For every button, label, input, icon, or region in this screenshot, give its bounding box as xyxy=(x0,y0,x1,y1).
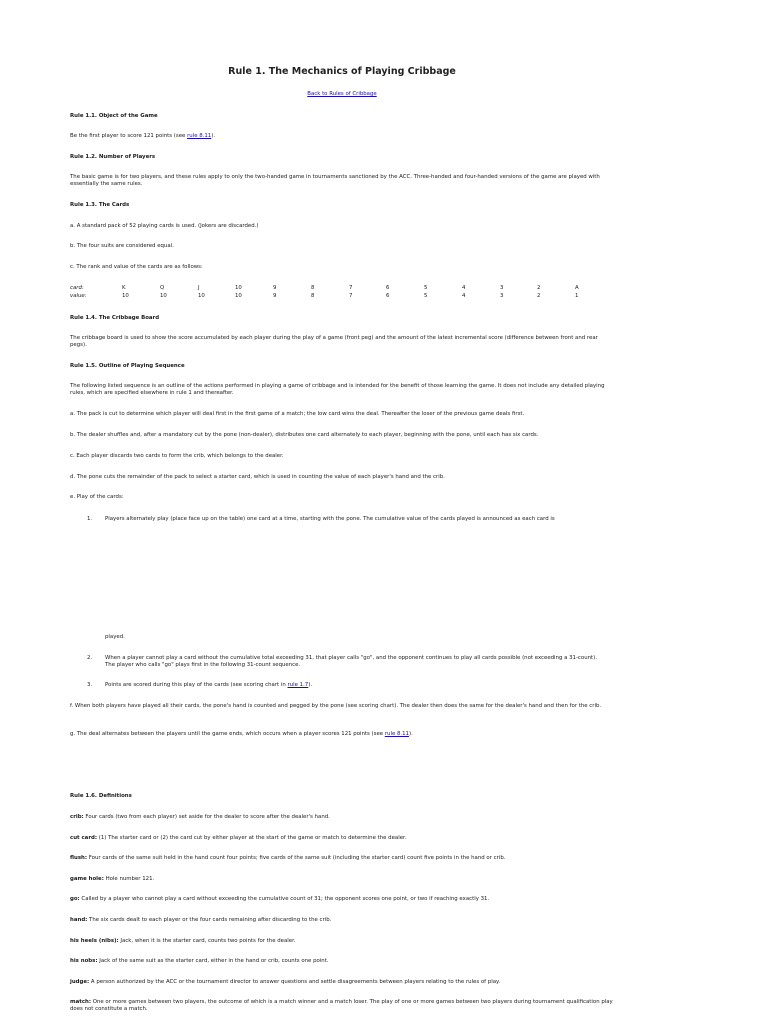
definition-term: match: xyxy=(70,999,92,1005)
object-text-end: ). xyxy=(211,133,216,139)
cards-item-c: c. The rank and value of the cards are as follows: xyxy=(70,264,203,270)
card-value: 2 xyxy=(537,293,541,299)
definition-term: game hole: xyxy=(70,876,104,882)
card-rank: 9 xyxy=(273,285,277,291)
heading-object-of-game: Rule 1.1. Object of the Game xyxy=(70,113,158,119)
play-step-1-number: 1. xyxy=(87,516,93,522)
definition-text: (1) The starter card or (2) the card cut by either player at the start of the game or match to determine the dealer. xyxy=(97,835,407,841)
play-step-3-end: ). xyxy=(308,682,313,688)
definition-his-nobs xyxy=(70,958,615,965)
definition-his-heels xyxy=(70,938,615,945)
definition-text: Hole number 121. xyxy=(103,876,155,882)
sequence-item-d: d. The pone cuts the remainder of the pack to select a starter card, which is used in counting the value of each player's hand and the crib. xyxy=(70,474,445,480)
definition-term: his heels (nibs): xyxy=(70,938,119,944)
card-value: 10 xyxy=(198,293,205,299)
card-value: 3 xyxy=(500,293,504,299)
play-step-1-continued: played. xyxy=(105,634,125,640)
definition-cut-card xyxy=(70,835,615,842)
card-rank: 10 xyxy=(235,285,242,291)
definition-crib xyxy=(70,814,615,821)
play-step-2: When a player cannot play a card without the cumulative total exceeding 31, that player calls "go", and the opponent continues to play all cards possible (not exceeding a 31-count). The player who calls "go" plays first in the following 31-count sequence. xyxy=(105,655,597,668)
definition-text: Called by a player who cannot play a card without exceeding the cumulative count of 31; the opponent scores one point, or two if reaching exactly 31. xyxy=(79,896,490,902)
heading-playing-sequence: Rule 1.5. Outline of Playing Sequence xyxy=(70,363,185,369)
card-value: 7 xyxy=(349,293,353,299)
card-rank: 7 xyxy=(349,285,353,291)
card-rank: A xyxy=(575,285,579,291)
card-value: 9 xyxy=(273,293,277,299)
object-paragraph xyxy=(70,133,615,140)
definition-term: cut card: xyxy=(70,835,97,841)
card-rank: Q xyxy=(160,285,165,291)
definition-text: Four cards (two from each player) set aside for the dealer to score after the dealer's hand. xyxy=(83,814,330,820)
definition-text: The six cards dealt to each player or the four cards remaining after discarding to the crib. xyxy=(87,917,332,923)
rule-8-11-link-2[interactable]: rule 8.11 xyxy=(384,731,409,737)
play-step-3-text: Points are scored during this play of the cards (see scoring chart in xyxy=(105,682,288,688)
card-rank: 4 xyxy=(462,285,466,291)
definition-term: his nobs: xyxy=(70,958,98,964)
rule-1-7-link[interactable]: rule 1.7 xyxy=(287,682,309,688)
cards-item-a: a. A standard pack of 52 playing cards is used. (Jokers are discarded.) xyxy=(70,223,259,229)
card-rank: 6 xyxy=(386,285,390,291)
sequence-intro: The following listed sequence is an outline of the actions performed in playing a game of cribbage and is intended for the benefit of those learning the game. It does not include any detailed playing rules, which are specified elsewhere in rule 1 and thereafter. xyxy=(70,383,605,396)
card-rank-row xyxy=(70,285,630,292)
heading-cribbage-board: Rule 1.4. The Cribbage Board xyxy=(70,315,160,321)
definition-text: A person authorized by the ACC or the tournament director to answer questions and settle disagreements between players relating to the rules of play. xyxy=(89,979,501,985)
play-step-3-number: 3. xyxy=(87,682,93,688)
back-link-container xyxy=(0,91,684,98)
page-title: Rule 1. The Mechanics of Playing Cribbage xyxy=(228,66,456,77)
card-rank: 5 xyxy=(424,285,428,291)
card-value-row xyxy=(70,293,630,300)
definition-term: go: xyxy=(70,896,80,902)
definition-hand xyxy=(70,917,615,924)
card-value: 10 xyxy=(235,293,242,299)
card-value: 6 xyxy=(386,293,390,299)
definition-text: Jack of the same suit as the starter card, either in the hand or crib, counts one point. xyxy=(97,958,329,964)
sequence-item-g-end: ). xyxy=(408,731,413,737)
sequence-item-g-text: g. The deal alternates between the players until the game ends, which occurs when a player scores 121 points (see xyxy=(70,731,385,737)
definition-term: judge: xyxy=(70,979,90,985)
card-rank: 2 xyxy=(537,285,541,291)
sequence-item-b: b. The dealer shuffles and, after a mandatory cut by the pone (non-dealer), distributes one card alternately to each player, beginning with the pone, until each has six cards. xyxy=(70,432,539,438)
rule-8-11-link[interactable]: rule 8.11 xyxy=(187,133,212,139)
definition-text: Jack, when it is the starter card, counts two points for the dealer. xyxy=(118,938,296,944)
definition-text: One or more games between two players, the outcome of which is a match winner and a match loser. The play of one or more games between two players during tournament qualification play does not constitute a match. xyxy=(70,999,613,1012)
card-rank: 3 xyxy=(500,285,504,291)
sequence-item-g xyxy=(70,731,615,738)
definition-flush xyxy=(70,855,615,862)
heading-definitions: Rule 1.6. Definitions xyxy=(70,793,132,799)
card-rank: J xyxy=(198,285,200,291)
heading-the-cards: Rule 1.3. The Cards xyxy=(70,202,130,208)
play-step-3 xyxy=(105,682,605,689)
card-value: 10 xyxy=(160,293,167,299)
sequence-item-c: c. Each player discards two cards to form the crib, which belongs to the dealer. xyxy=(70,453,284,459)
sequence-item-e: e. Play of the cards: xyxy=(70,494,124,500)
board-paragraph: The cribbage board is used to show the score accumulated by each player during the play of a game (front peg) and the amount of the latest incremental score (difference between front and rear pegs). xyxy=(70,335,598,348)
card-value: 10 xyxy=(122,293,129,299)
card-value: 4 xyxy=(462,293,466,299)
definition-match xyxy=(70,999,615,1013)
heading-number-of-players: Rule 1.2. Number of Players xyxy=(70,154,156,160)
play-step-2-number: 2. xyxy=(87,655,93,661)
players-paragraph: The basic game is for two players, and these rules apply to only the two-handed game in tournaments sanctioned by the ACC. Three-handed and four-handed versions of the game are played with essentially the same rules. xyxy=(70,174,600,187)
definition-term: hand: xyxy=(70,917,88,923)
sequence-item-f: f. When both players have played all their cards, the pone's hand is counted and pegged by the pone (see scoring chart). The dealer then does the same for the dealer's hand and then for the crib. xyxy=(70,703,602,709)
card-value: 8 xyxy=(311,293,315,299)
object-text: Be the first player to score 121 points (see xyxy=(70,133,188,139)
play-step-1: Players alternately play (place face up on the table) one card at a time, starting with the pone. The cumulative value of the cards played is announced as each card is xyxy=(105,516,555,522)
card-value: 5 xyxy=(424,293,428,299)
card-row-label: card: xyxy=(70,285,84,291)
sequence-item-a: a. The pack is cut to determine which player will deal first in the first game of a match; the low card wins the deal. Thereafter the loser of the previous game deals first. xyxy=(70,411,525,417)
cards-item-b: b. The four suits are considered equal. xyxy=(70,243,174,249)
definition-term: crib: xyxy=(70,814,84,820)
definition-judge xyxy=(70,979,615,986)
definition-term: flush: xyxy=(70,855,88,861)
card-rank: K xyxy=(122,285,126,291)
back-to-rules-link[interactable]: Back to Rules of Cribbage xyxy=(307,91,377,97)
card-value: 1 xyxy=(575,293,579,299)
value-row-label: value: xyxy=(70,293,87,299)
definition-go xyxy=(70,896,615,903)
card-rank: 8 xyxy=(311,285,315,291)
definition-text: Four cards of the same suit held in the hand count four points; five cards of the same suit (including the starter card) count five points in the hand or crib. xyxy=(87,855,506,861)
definition-game-hole xyxy=(70,876,615,883)
